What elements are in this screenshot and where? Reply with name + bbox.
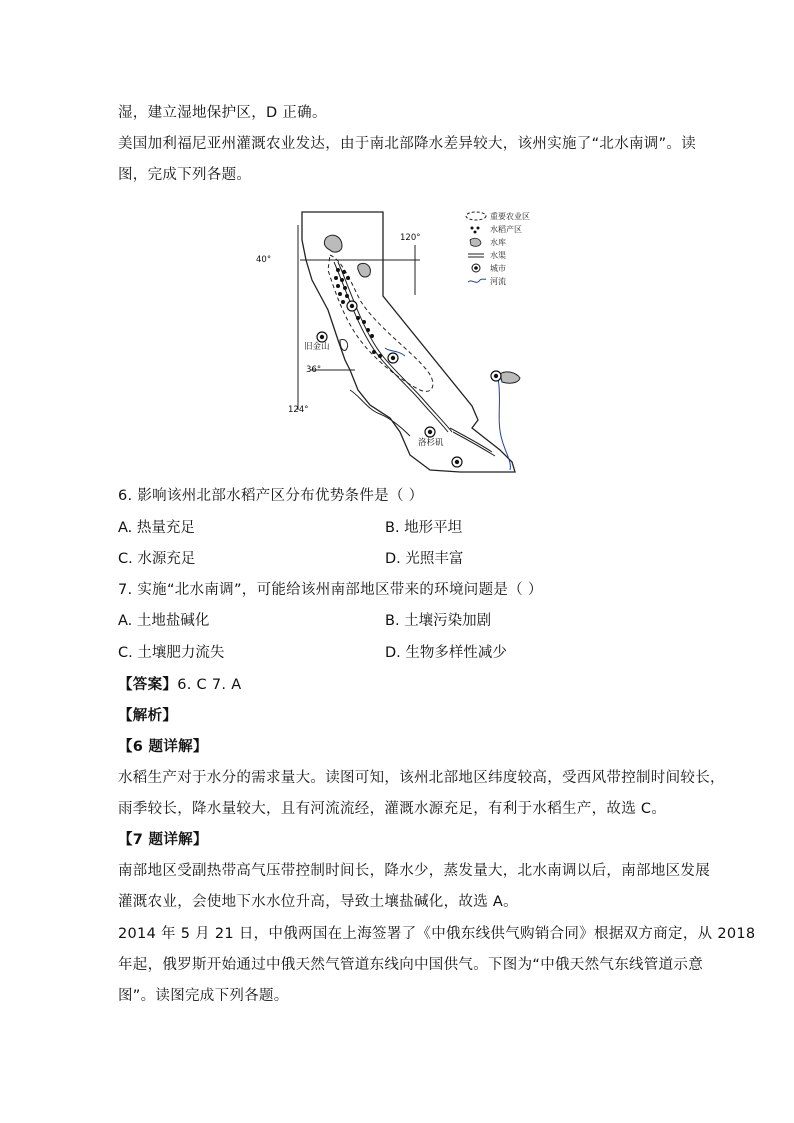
paragraph: 图，完成下列各题。 xyxy=(118,167,252,183)
reservoir-icon xyxy=(470,238,481,246)
paragraph: 湿，建立湿地保护区，D 正确。 xyxy=(118,105,327,121)
answer-label: 【答案】 xyxy=(118,677,178,693)
legend-label: 水渠 xyxy=(490,251,506,260)
city-icon xyxy=(388,353,398,363)
lat-40-label: 40° xyxy=(256,255,272,265)
question-stem: 6. 影响该州北部水稻产区分布优势条件是（ ） xyxy=(118,488,424,504)
city-icon xyxy=(425,427,435,437)
q7-detail-heading: 【7 题详解】 xyxy=(118,832,208,848)
river xyxy=(498,378,510,470)
option-c[interactable]: C. 土壤肥力流失 xyxy=(118,645,225,661)
paragraph: 水稻生产对于水分的需求量大。读图可知，该州北部地区纬度较高，受西风带控制时间较长， xyxy=(118,770,725,786)
analysis-heading: 【解析】 xyxy=(118,708,178,724)
san-francisco-label: 旧金山 xyxy=(304,342,330,352)
city-icon xyxy=(491,371,501,381)
option-a[interactable]: A. 热量充足 xyxy=(118,520,195,536)
river-icon xyxy=(468,279,486,282)
paragraph: 2014 年 5 月 21 日，中俄两国在上海签署了《中俄东线供气购销合同》根据双方商定，从 2018 xyxy=(118,926,756,942)
reservoir-icon xyxy=(500,372,520,383)
option-b[interactable]: B. 地形平坦 xyxy=(385,520,463,536)
city-icon xyxy=(317,332,327,342)
legend-label: 重要农业区 xyxy=(490,212,530,221)
canal xyxy=(450,428,492,452)
city-icon xyxy=(452,457,462,467)
paragraph: 雨季较长，降水量较大，且有河流流经，灌溉水源充足，有利于水稻生产，故选 C。 xyxy=(118,801,667,817)
los-angeles-label: 洛杉矶 xyxy=(418,438,444,448)
paragraph: 年起，俄罗斯开始通过中俄天然气管道东线向中国供气。下图为“中俄天然气东线管道示意 xyxy=(118,957,704,973)
option-d[interactable]: D. 生物多样性减少 xyxy=(385,645,507,661)
reservoir-icon xyxy=(324,235,342,252)
california-map-figure xyxy=(250,200,550,480)
option-d[interactable]: D. 光照丰富 xyxy=(385,551,464,567)
answer-text: 6. C 7. A xyxy=(177,677,242,693)
paragraph: 南部地区受副热带高气压带控制时间长，降水少，蒸发量大，北水南调以后，南部地区发展 xyxy=(118,863,710,879)
canal xyxy=(453,432,495,456)
legend-label: 城市 xyxy=(490,264,506,273)
paragraph: 美国加利福尼亚州灌溉农业发达，由于南北部降水差异较大，该州实施了“北水南调”。读 xyxy=(118,136,697,152)
reservoir-icon xyxy=(358,263,371,277)
legend-label: 水库 xyxy=(490,238,506,247)
lon-124-label: 124° xyxy=(288,405,309,415)
map-legend xyxy=(466,211,530,286)
lon-120-label: 120° xyxy=(400,233,421,243)
canal xyxy=(334,262,448,432)
question-stem: 7. 实施“北水南调”，可能给该州南部地区带来的环境问题是（ ） xyxy=(118,582,543,598)
city-icon xyxy=(347,301,357,311)
q6-detail-heading: 【6 题详解】 xyxy=(118,739,208,755)
dots-icon xyxy=(471,227,480,234)
answer-line xyxy=(118,675,241,695)
city-icon xyxy=(472,264,480,272)
paragraph: 图”。读图完成下列各题。 xyxy=(118,988,289,1004)
legend-label: 水稻产区 xyxy=(490,225,522,234)
dashed-ellipse-icon xyxy=(466,212,486,220)
option-b[interactable]: B. 土壤污染加剧 xyxy=(385,613,492,629)
canal xyxy=(338,262,452,432)
option-c[interactable]: C. 水源充足 xyxy=(118,551,196,567)
option-a[interactable]: A. 土地盐碱化 xyxy=(118,613,210,629)
lat-36-label: 36° xyxy=(306,365,322,375)
legend-label: 河流 xyxy=(490,277,506,286)
paragraph: 灌溉农业，会使地下水水位升高，导致土壤盐碱化，故选 A。 xyxy=(118,894,518,910)
